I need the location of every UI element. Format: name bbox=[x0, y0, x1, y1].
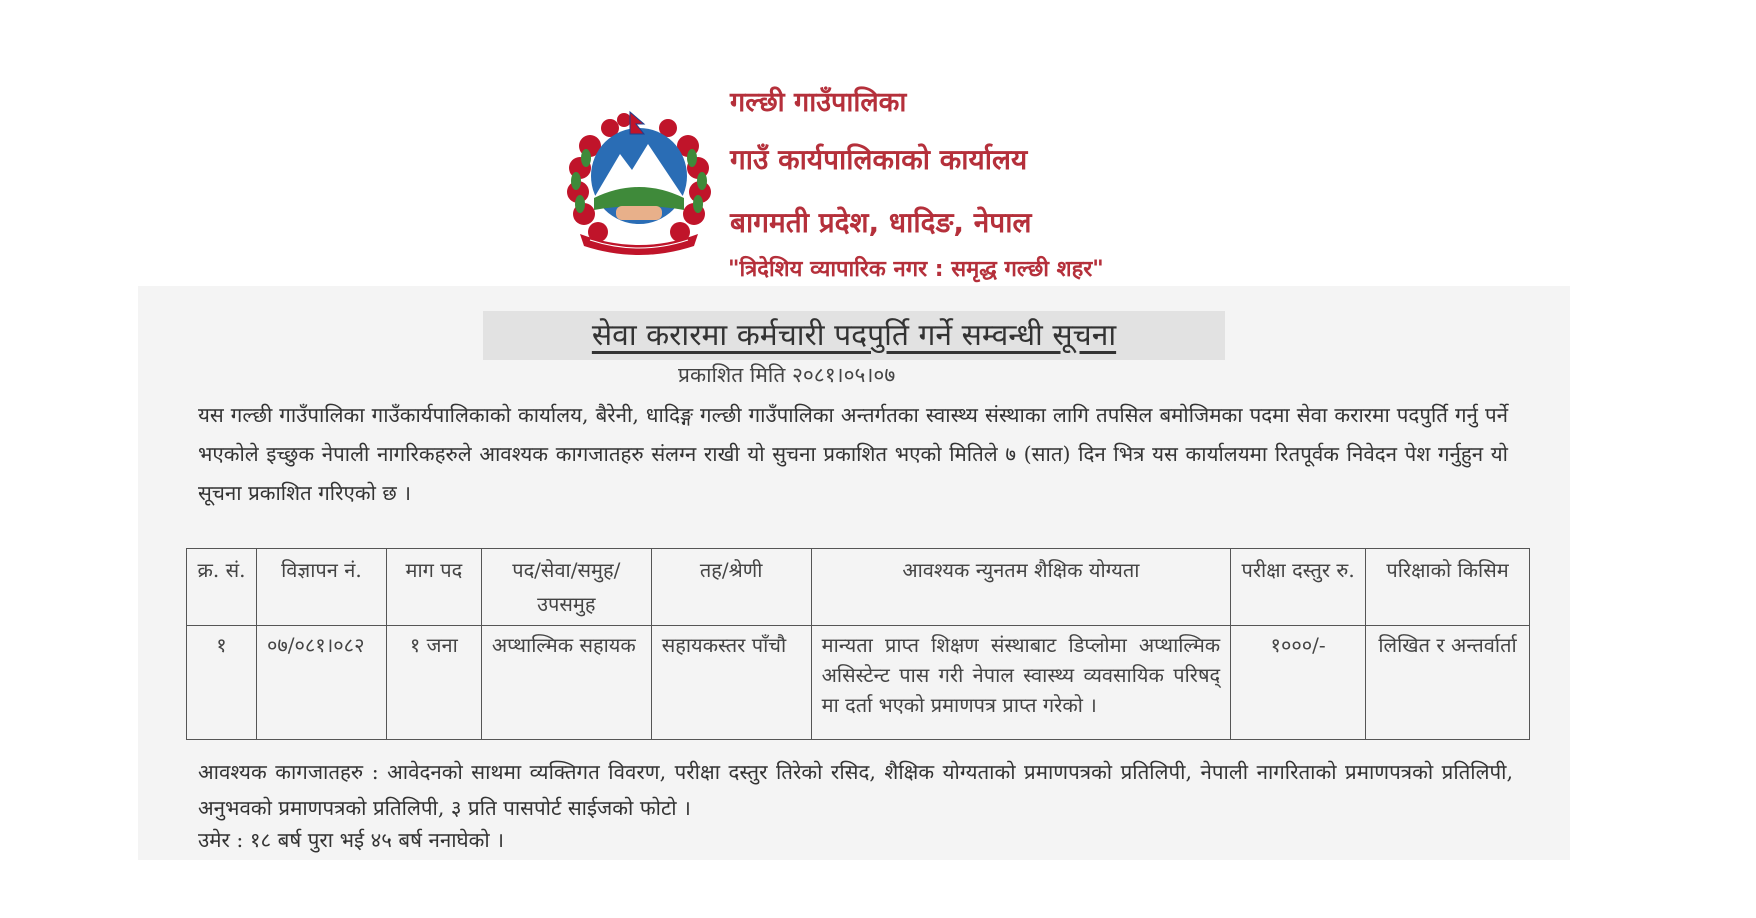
header-serial: क्र. सं. bbox=[187, 549, 257, 626]
cell-fee: १०००/- bbox=[1231, 626, 1366, 740]
header-demand: माग पद bbox=[386, 549, 481, 626]
municipality-name: गल्छी गाउँपालिका bbox=[730, 87, 907, 118]
scanned-notice bbox=[138, 286, 1570, 860]
required-documents: आवश्यक कागजातहरु : आवेदनको साथमा व्यक्तिगत विवरण, परीक्षा दस्तुर तिरेको रसिद, शैक्षिक योग्यताको प्रमाणपत्रको प्रतिलिपी, नेपाली नागरिताको प्रमाणपत्रको प्रतिलिपी, अनुभवको प्रमाणपत्रको प्रतिलिपी, ३ प्रति पासपोर्ट साईजको फोटो । bbox=[198, 760, 1513, 820]
cell-ad-no: ०७/०८१।०८२ bbox=[256, 626, 386, 740]
cell-qualification: मान्यता प्राप्त शिक्षण संस्थाबाट डिप्लोमा अप्थाल्मिक असिस्टेन्ट पास गरी नेपाल स्वास्थ्य व्यवसायिक परिषद् मा दर्ता भएको प्रमाणपत्र प्राप्त गरेको । bbox=[811, 626, 1231, 740]
cell-demand: १ जना bbox=[386, 626, 481, 740]
published-date: प्रकाशित मिति २०८१।०५।०७ bbox=[678, 363, 896, 387]
header-post: पद/सेवा/समुह/उपसमुह bbox=[481, 549, 651, 626]
age-requirement: उमेर : १८ बर्ष पुरा भई ४५ बर्ष ननाघेको । bbox=[198, 828, 504, 852]
office-address: बागमती प्रदेश, धादिङ, नेपाल bbox=[730, 206, 1032, 239]
header-ad-no: विज्ञापन नं. bbox=[256, 549, 386, 626]
nepal-emblem-icon bbox=[560, 106, 718, 258]
cell-level: सहायकस्तर पाँचौ bbox=[651, 626, 811, 740]
vacancy-table bbox=[186, 548, 1530, 740]
header-exam-type: परिक्षाको किसिम bbox=[1366, 549, 1530, 626]
table-row bbox=[187, 626, 1530, 740]
table-header-row bbox=[187, 549, 1530, 626]
header-fee: परीक्षा दस्तुर रु. bbox=[1231, 549, 1366, 626]
cell-exam-type: लिखित र अन्तर्वार्ता bbox=[1366, 626, 1530, 740]
office-name: गाउँ कार्यपालिकाको कार्यालय bbox=[730, 143, 1028, 176]
cell-serial: १ bbox=[187, 626, 257, 740]
notice-body: यस गल्छी गाउँपालिका गाउँकार्यपालिकाको कार्यालय, बैरेनी, धादिङ्ग गल्छी गाउँपालिका अन्तर्गतका स्वास्थ्य संस्थाका लागि तपसिल बमोजिमका पदमा सेवा करारमा पदपुर्ति गर्नु पर्ने भएकोले इच्छुक नेपाली नागरिकहरुले आवश्यक कागजातहरु संलग्न राखी यो सुचना प्रकाशित भएको मितिले ७ (सात) दिन भित्र यस कार्यालयमा रितपूर्वक निवेदन पेश गर्नुहुन यो सूचना प्रकाशित गरिएको छ । bbox=[198, 403, 1508, 505]
header-level: तह/श्रेणी bbox=[651, 549, 811, 626]
slogan: "त्रिदेशिय व्यापारिक नगर : समृद्ध गल्छी शहर" bbox=[728, 257, 1104, 282]
notice-title: सेवा करारमा कर्मचारी पदपुर्ति गर्ने सम्वन्धी सूचना bbox=[483, 311, 1225, 360]
cell-post: अप्थाल्मिक सहायक bbox=[481, 626, 651, 740]
header-qualification: आवश्यक न्युनतम शैक्षिक योग्यता bbox=[811, 549, 1231, 626]
